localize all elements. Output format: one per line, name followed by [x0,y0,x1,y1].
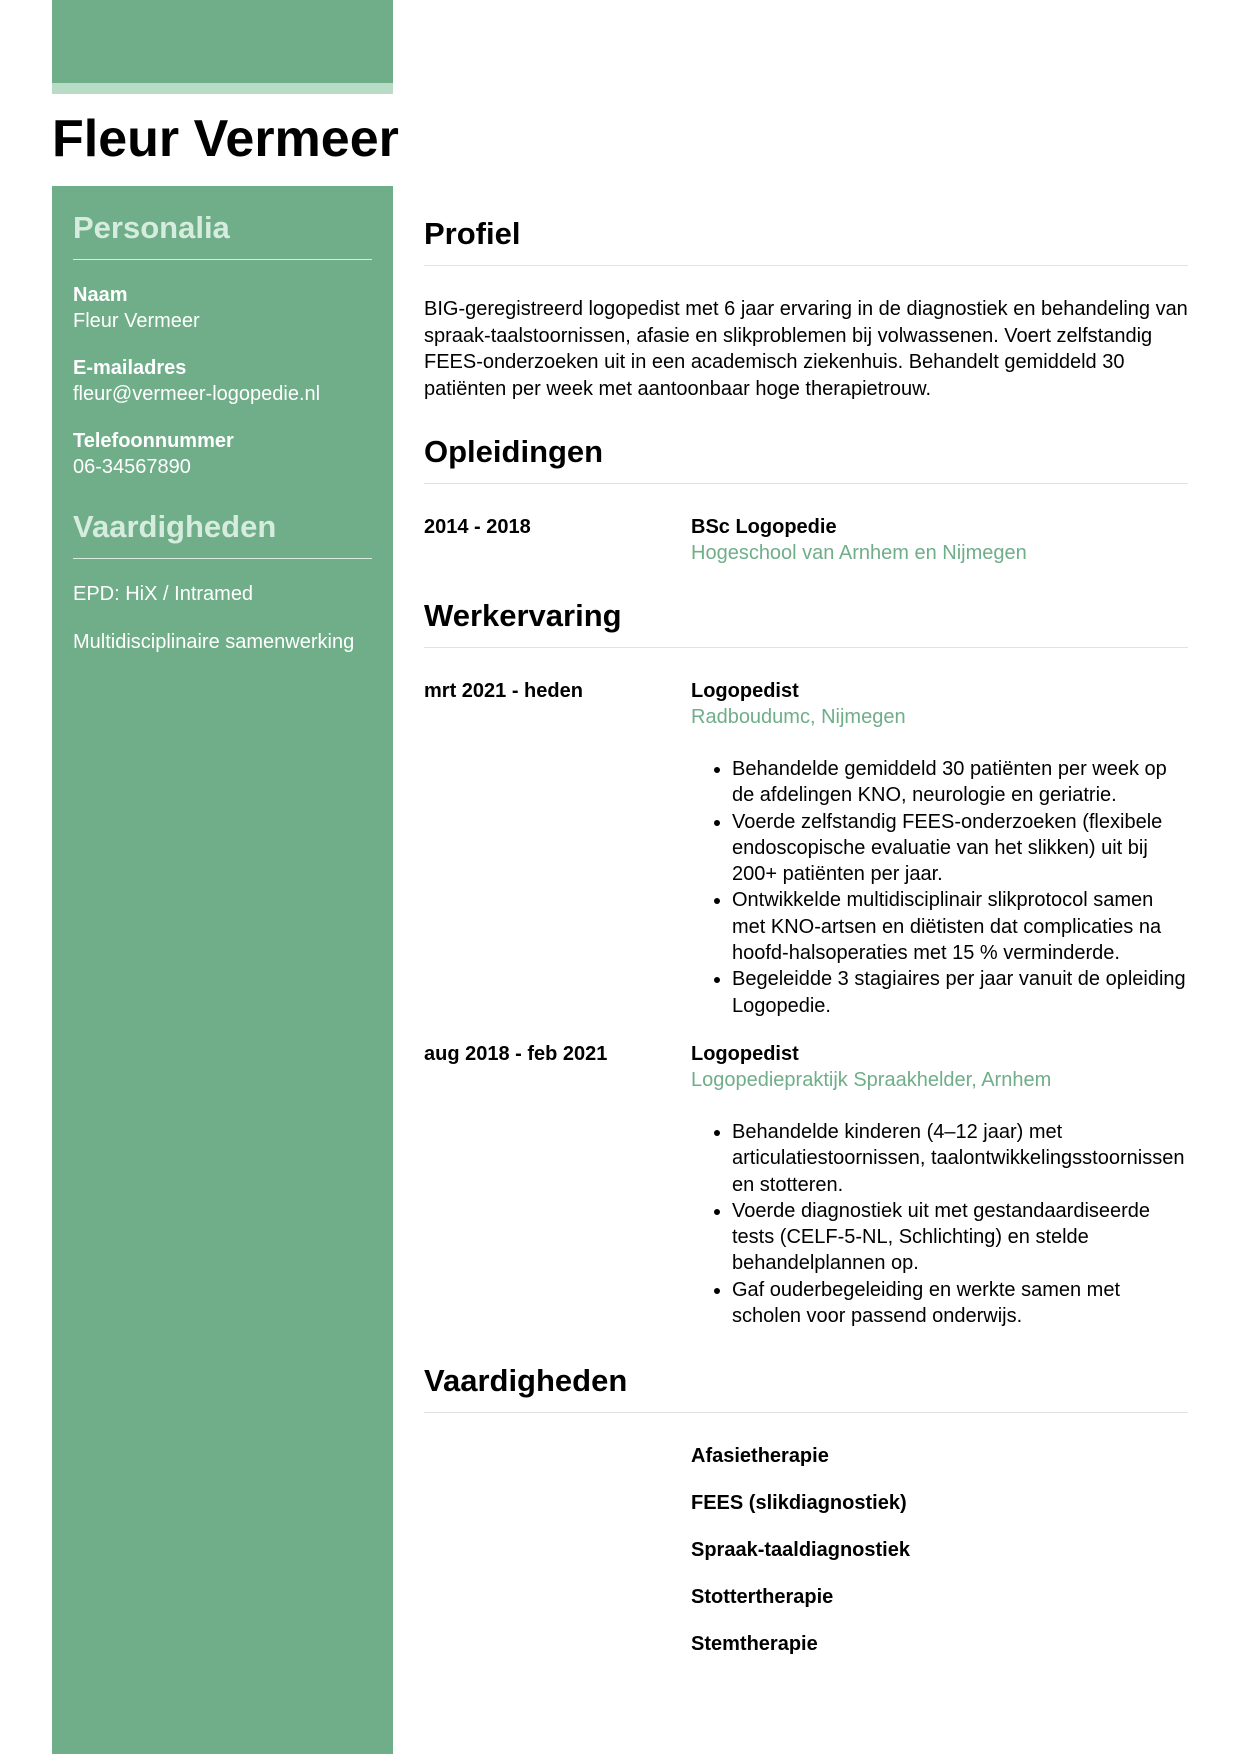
experience-heading: Werkervaring [424,598,622,633]
experience-entry [424,678,1188,1019]
bullet-item: • Begeleidde 3 stagiaires per jaar vanuit de opleiding Logopedie. [732,966,1188,1019]
entry-title: BSc Logopedie [691,516,837,538]
field-value: Fleur Vermeer [73,310,200,332]
field-email [73,355,372,407]
skills-section [424,1361,1188,1657]
field-label: E-mailadres [73,357,187,379]
skills-heading: Vaardigheden [424,1363,628,1399]
bullet-item: • Behandelde kinderen (4–12 jaar) met articulatiestoornissen, taalontwikkelingsstoornissen en stotteren. [732,1119,1188,1198]
bullet-item: • Ontwikkelde multidisciplinair slikprotocol samen met KNO-artsen en diëtisten dat complicaties na hoofd-halsoperaties met 15 % verminderde. [732,887,1188,966]
entry-bullets [691,1119,1188,1329]
field-phone [73,428,372,480]
sidebar [52,186,393,1754]
entry-bullets [691,756,1188,1019]
section-divider [424,1412,1188,1413]
field-label: Naam [73,284,128,306]
skill-item: Stottertherapie [691,1586,834,1609]
bullet-item: • Behandelde gemiddeld 30 patiënten per week op de afdelingen KNO, neurologie en geriatrie. [732,756,1188,809]
entry-date: aug 2018 - feb 2021 [424,1042,608,1065]
entry-title: Logopedist [691,680,799,702]
personalia-heading: Personalia [73,210,230,245]
sidebar-skills-heading: Vaardigheden [73,509,277,544]
field-name [73,282,372,334]
personalia-divider [73,259,372,260]
experience-section [424,596,1188,1329]
skill-item: Stemtherapie [691,1633,818,1656]
skill-item: Spraak-taaldiagnostiek [691,1539,910,1562]
field-value: 06-34567890 [73,456,191,478]
section-divider [424,265,1188,266]
entry-title: Logopedist [691,1042,799,1065]
bullet-item: • Voerde zelfstandig FEES-onderzoeken (flexibele endoscopische evaluatie van het slikken) uit bij 200+ patiënten per jaar. [732,809,1188,888]
skill-item: Afasietherapie [691,1445,829,1468]
profile-text: BIG-geregistreerd logopedist met 6 jaar ervaring in de diagnostiek en behandeling van spraak-taalstoornissen, afasie en slikproblemen bij volwassenen. Voert zelfstandig FEES-onderzoeken uit in een academisch ziekenhuis. Behandelt gemiddeld 30 patiënten per week met aantoonbaar hoge therapietrouw. [424,298,1188,400]
entry-org: Logopediepraktijk Spraakhelder, Arnhem [691,1068,1052,1091]
header-accent-block [52,0,393,83]
entry-org: Radboudumc, Nijmegen [691,706,906,728]
sidebar-skills-divider [73,558,372,559]
profile-heading: Profiel [424,216,521,251]
profile-section [424,214,1188,402]
entry-org: Hogeschool van Arnhem en Nijmegen [691,542,1027,564]
education-entry [424,514,1188,566]
education-heading: Opleidingen [424,434,604,469]
skill-item: FEES (slikdiagnostiek) [691,1492,907,1515]
section-divider [424,647,1188,648]
candidate-name: Fleur Vermeer [52,110,399,168]
field-value: fleur@vermeer-logopedie.nl [73,383,321,405]
section-divider [424,483,1188,484]
field-label: Telefoonnummer [73,430,234,452]
bullet-item: • Voerde diagnostiek uit met gestandaardiseerde tests (CELF-5-NL, Schlichting) en stelde behandelplannen op. [732,1198,1188,1277]
experience-entry [424,1041,1188,1329]
header-accent-stripe [52,83,393,94]
main-content [424,214,1188,1678]
entry-date: mrt 2021 - heden [424,680,583,702]
sidebar-skill: Multidisciplinaire samenwerking [73,631,355,653]
bullet-item: • Gaf ouderbegeleiding en werkte samen met scholen voor passend onderwijs. [732,1277,1188,1330]
entry-date: 2014 - 2018 [424,516,531,538]
education-section [424,432,1188,566]
sidebar-skill: EPD: HiX / Intramed [73,583,254,605]
